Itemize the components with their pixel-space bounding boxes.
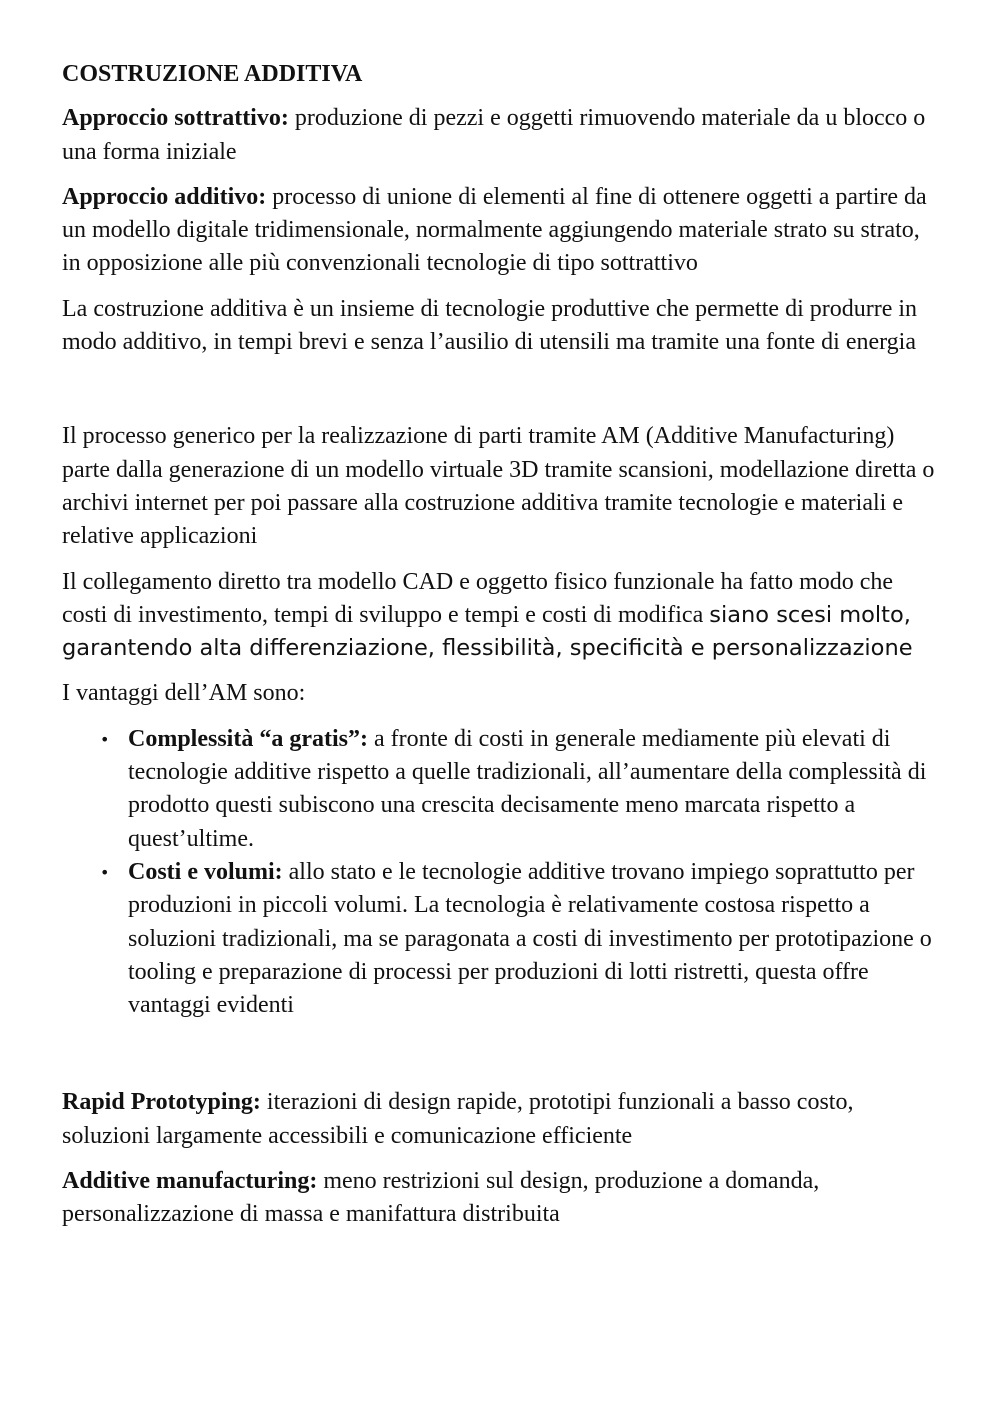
definition-text: meno restrizioni sul design, produzione a domanda, personalizzazione di massa e manifattura distribuita bbox=[62, 1168, 820, 1228]
list-item bbox=[100, 856, 940, 1022]
definition-additive bbox=[62, 181, 940, 281]
definition-subtractive bbox=[62, 102, 940, 169]
spacer bbox=[62, 1022, 940, 1086]
advantages-intro: I vantaggi dell’AM sono: bbox=[62, 680, 306, 707]
definition-rapid-prototyping bbox=[62, 1086, 940, 1153]
definition-term: Approccio sottrattivo: bbox=[62, 105, 289, 132]
definition-text: iterazioni di design rapide, prototipi funzionali a basso costo, soluzioni largamente accessibili e comunicazione efficiente bbox=[62, 1089, 854, 1149]
definition-text: processo di unione di elementi al fine di ottenere oggetti a partire da un modello digitale tridimensionale, normalmente aggiungendo materiale strato su strato, in opposizione alle più convenzionali tecnologie di tipo sottrattivo bbox=[62, 183, 927, 277]
paragraph-cad-link bbox=[62, 566, 940, 666]
spacer bbox=[62, 371, 940, 420]
list-item-term: Complessità “a gratis”: bbox=[128, 725, 368, 752]
paragraph-cad-link-part-a: Il collegamento diretto tra modello CAD e oggetto fisico funzionale ha fatto modo che costi di investimento, tempi di sviluppo e tempi e costi di modifica bbox=[62, 568, 894, 628]
paragraph-cad-link-part-b: siano scesi molto, garantendo alta differenziazione, flessibilità, specificità e personalizzazione bbox=[62, 601, 913, 662]
list-item bbox=[100, 723, 940, 856]
bullet-icon: • bbox=[100, 862, 110, 882]
paragraph-intro: La costruzione additiva è un insieme di tecnologie produttive che permette di produrre in modo additivo, in tempi brevi e senza l’ausilio di utensili ma tramite una fonte di energia bbox=[62, 295, 918, 356]
list-item-text: allo stato e le tecnologie additive trovano impiego soprattutto per produzioni in piccoli volumi. La tecnologia è relativamente costosa rispetto a soluzioni tradizionali, ma se paragonata a costi di investimento per prototipazione o tooling e preparazione di processi per produzioni di lotti ristretti, questa offre vantaggi evidenti bbox=[128, 858, 932, 1019]
advantages-list bbox=[62, 723, 940, 1023]
list-item-text: a fronte di costi in generale mediamente più elevati di tecnologie additive rispetto a quelle tradizionali, all’aumentare della complessità di prodotto questi subiscono una crescita decisamente meno marcata rispetto a quest’ultime. bbox=[128, 725, 927, 852]
definition-term: Additive manufacturing: bbox=[62, 1168, 318, 1195]
paragraph-process: Il processo generico per la realizzazione di parti tramite AM (Additive Manufacturing) parte dalla generazione di un modello virtuale 3D tramite scansioni, modellazione diretta o archivi internet per poi passare alla costruzione additiva tramite tecnologie e materiali e relative applicazioni bbox=[62, 423, 935, 550]
document-title: COSTRUZIONE ADDITIVA bbox=[62, 61, 363, 87]
list-item-term: Costi e volumi: bbox=[128, 858, 283, 885]
definition-text: produzione di pezzi e oggetti rimuovendo materiale da u blocco o una forma iniziale bbox=[62, 105, 926, 165]
definition-additive-manufacturing bbox=[62, 1165, 940, 1232]
definition-term: Rapid Prototyping: bbox=[62, 1089, 261, 1116]
bullet-icon: • bbox=[100, 729, 110, 749]
document-page bbox=[62, 58, 940, 1244]
definition-term: Approccio additivo: bbox=[62, 183, 267, 210]
